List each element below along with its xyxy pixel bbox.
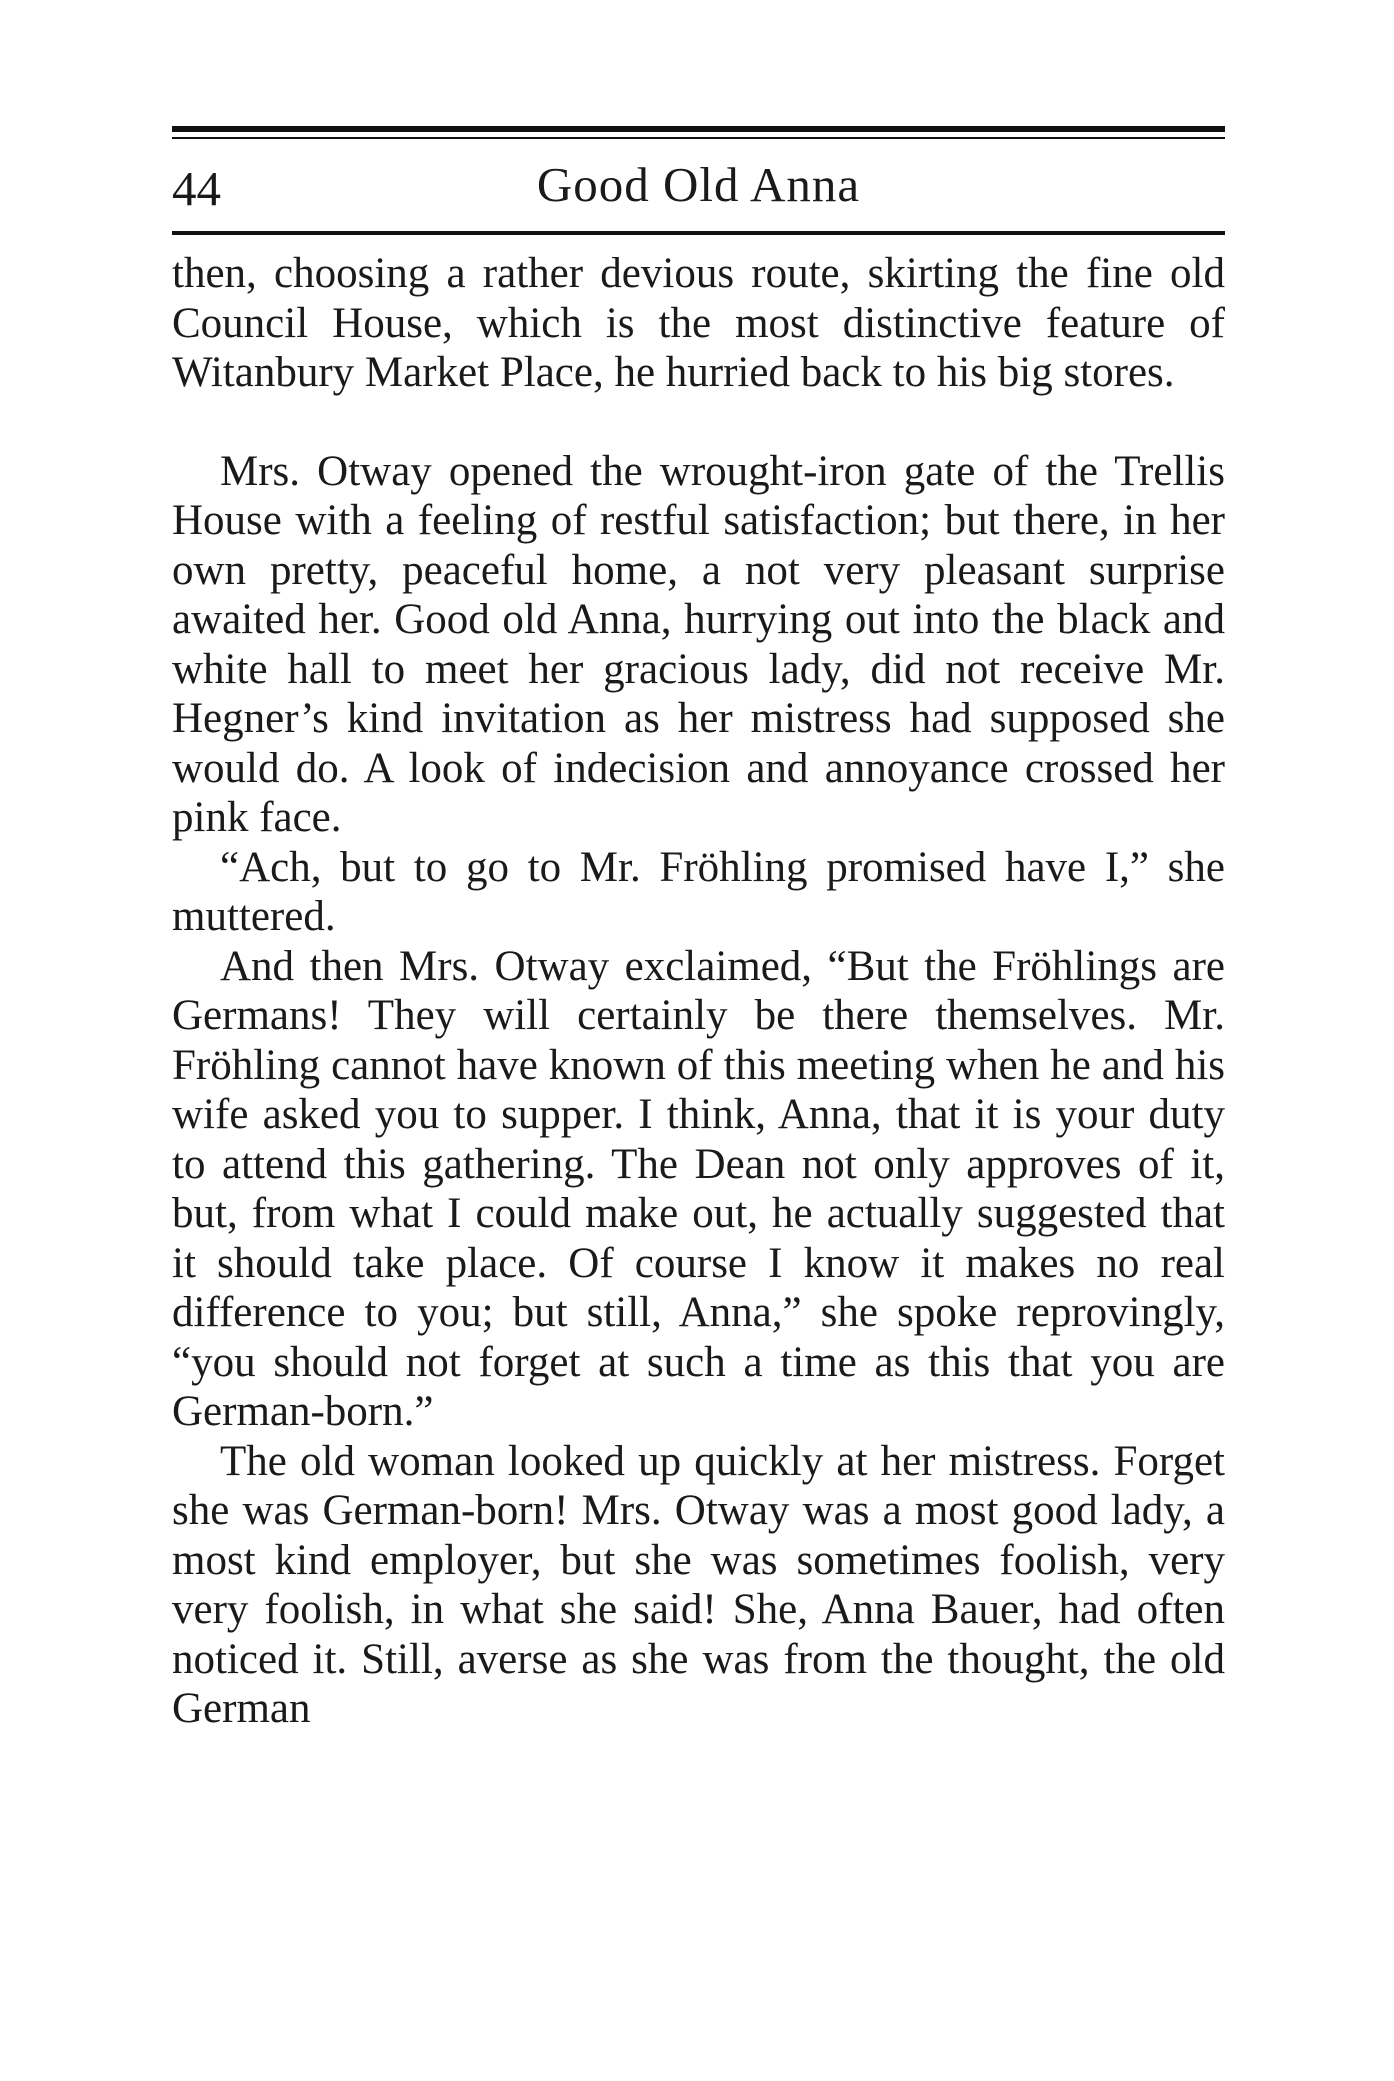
- header-rule-bottom: [172, 231, 1225, 235]
- running-head: [172, 139, 1225, 231]
- body-text: [172, 249, 1225, 1734]
- running-title: Good Old Anna: [536, 157, 861, 212]
- paragraph: And then Mrs. Otway exclaimed, “But the Fröhlings are Germans! They will certainly be there themselves. Mr. Fröhling cannot have known of this meeting when he and his wife asked you to supper. I think, Anna, that it is your duty to attend this gathering. The Dean not only approves of it, but, from what I could make out, he actually suggested that it should take place. Of course I know it makes no real difference to you; but still, Anna,” she spoke reprovingly, “you should not forget at such a time as this that you are German-born.”: [172, 942, 1225, 1435]
- page-number: 44: [172, 161, 221, 216]
- header-rule-top: [172, 126, 1225, 132]
- paragraph: Mrs. Otway opened the wrought-iron gate of the Trellis House with a feeling of restful satisfaction; but there, in her own pretty, peaceful home, a not very pleasant surprise awaited her. Good old Anna, hurrying out into the black and white hall to meet her gracious lady, did not receive Mr. Hegner’s kind invitation as her mistress had supposed she would do. A look of indecision and annoyance crossed her pink face.: [172, 447, 1225, 841]
- paragraph: then, choosing a rather devious route, skirting the fine old Council House, which is the most distinctive feature of Witanbury Market Place, he hurried back to his big stores.: [172, 250, 1225, 396]
- paragraph: The old woman looked up quickly at her mistress. Forget she was German-born! Mrs. Otway was a most good lady, a most kind employer, but she was sometimes foolish, very very foolish, in what she said! She, Anna Bauer, had often noticed it. Still, averse as she was from the thought, the old German: [172, 1437, 1225, 1732]
- paragraph: “Ach, but to go to Mr. Fröhling promised have I,” she muttered.: [172, 843, 1225, 940]
- book-page: [172, 126, 1225, 1734]
